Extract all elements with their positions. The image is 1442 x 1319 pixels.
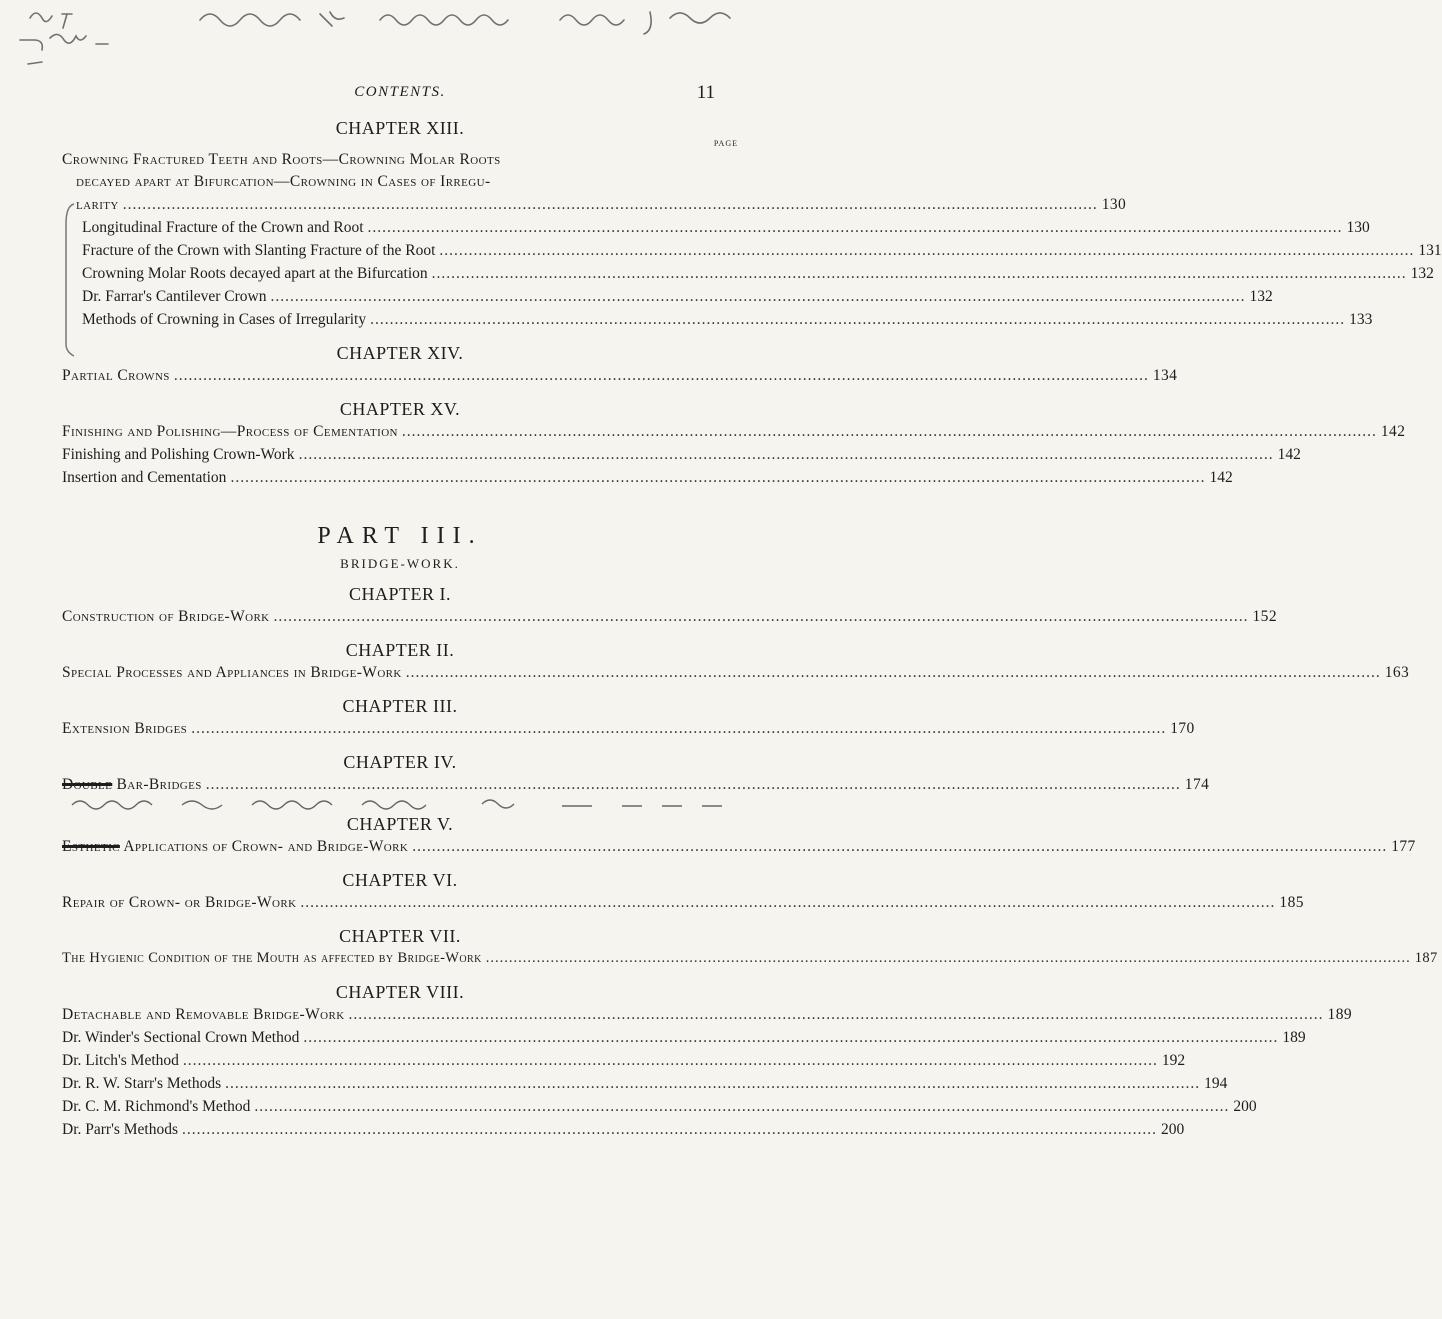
entry-title: Dr. Litch's Method	[62, 1052, 179, 1069]
dot-leader	[432, 262, 1407, 285]
struck-word: Esthetic	[62, 838, 120, 855]
entry-page: 142	[1380, 423, 1406, 440]
dot-leader	[303, 1026, 1278, 1049]
entry-title: Finishing and Polishing Crown-Work	[62, 446, 295, 463]
chapter-heading: CHAPTER XIV.	[336, 343, 464, 363]
table-of-contents	[62, 118, 1442, 1141]
entry-title-text: Bar-Bridges	[116, 776, 202, 793]
dot-leader	[183, 1049, 1158, 1072]
dot-leader	[368, 216, 1343, 239]
entry-page: 130	[1346, 219, 1370, 236]
entry-title: Longitudinal Fracture of the Crown and Root	[82, 219, 364, 236]
bridge-chapter-vi	[62, 870, 1304, 914]
dot-leader	[270, 285, 1245, 308]
entry-title: Dr. Parr's Methods	[62, 1121, 179, 1138]
entry-page: 194	[1204, 1075, 1228, 1092]
chapter-heading: CHAPTER XIII.	[335, 118, 465, 138]
dot-leader	[206, 773, 1181, 796]
entry-title: Dr. Farrar's Cantilever Crown	[82, 288, 267, 305]
toc-sub-entry	[62, 285, 1273, 308]
entry-title: Partial Crowns	[62, 367, 170, 384]
entry-page: 185	[1279, 894, 1304, 911]
entry-title: Detachable and Removable Bridge-Work	[62, 1006, 345, 1023]
page-column-label: PAGE	[713, 139, 738, 148]
bridge-chapter-ii	[62, 640, 1410, 684]
toc-sub-entry	[62, 239, 1442, 262]
dot-leader	[412, 835, 1387, 858]
dot-leader	[370, 308, 1345, 331]
toc-sub-entry	[62, 308, 1373, 331]
entry-title	[62, 773, 202, 796]
toc-entry	[62, 891, 1304, 914]
toc-sub-entry	[62, 1095, 1257, 1118]
entry-line: decayed apart at Bifurcation—Crowning in Cases of Irregu-	[76, 173, 491, 190]
entry-title: Fracture of the Crown with Slanting Fracture of the Root	[82, 242, 436, 259]
toc-entry	[62, 605, 1277, 628]
dot-leader	[182, 1118, 1157, 1141]
bridge-chapter-v	[62, 814, 1416, 858]
entry-title: Repair of Crown- or Bridge-Work	[62, 894, 297, 911]
entry-title: Finishing and Polishing—Process of Cementation	[62, 423, 398, 440]
toc-entry	[62, 420, 1406, 443]
entry-page: 170	[1170, 720, 1195, 737]
entry-title: Dr. C. M. Richmond's Method	[62, 1098, 251, 1115]
toc-entry	[62, 364, 1178, 387]
entry-page: 200	[1161, 1121, 1185, 1138]
chapter-xiv	[62, 343, 1178, 387]
dot-leader	[123, 193, 1098, 216]
toc-entry	[62, 661, 1410, 684]
entry-line: Crowning Fractured Teeth and Roots—Crowning Molar Roots	[62, 151, 501, 168]
chapter-heading: CHAPTER VI.	[342, 870, 458, 890]
toc-entry	[62, 717, 1195, 740]
toc-sub-entry	[62, 466, 1233, 489]
entry-title: Construction of Bridge-Work	[62, 608, 270, 625]
dot-leader	[300, 891, 1275, 914]
dot-leader	[230, 466, 1205, 489]
chapter-heading: CHAPTER II.	[345, 640, 455, 660]
chapter-xiii	[62, 118, 1442, 331]
bridge-chapter-i	[62, 584, 1277, 628]
entry-page: 142	[1277, 446, 1301, 463]
entry-title-text: Applications of Crown- and Bridge-Work	[123, 838, 409, 855]
dot-leader	[486, 947, 1411, 970]
part-subtitle: BRIDGE-WORK.	[340, 556, 460, 571]
toc-sub-entry	[62, 1118, 1185, 1141]
entry-page: 130	[1101, 196, 1127, 213]
chapter-heading: CHAPTER V.	[346, 814, 454, 834]
entry-page: 152	[1252, 608, 1277, 625]
part-iii-header	[62, 523, 738, 572]
entry-page: 131	[1418, 242, 1442, 259]
toc-sub-entry	[62, 1026, 1306, 1049]
dot-leader	[191, 717, 1166, 740]
entry-page: 163	[1384, 664, 1410, 681]
dot-leader	[254, 1095, 1229, 1118]
dot-leader	[402, 420, 1377, 443]
toc-entry	[62, 1003, 1352, 1026]
entry-page: 192	[1161, 1052, 1186, 1069]
bridge-chapter-viii	[62, 982, 1352, 1141]
chapter-heading: CHAPTER VIII.	[335, 982, 465, 1002]
toc-sub-entry	[62, 262, 1434, 285]
entry-title	[62, 835, 408, 858]
entry-page: 189	[1327, 1006, 1352, 1023]
entry-page: 142	[1209, 469, 1233, 486]
entry-title: Crowning Molar Roots decayed apart at the Bifurcation	[82, 265, 428, 282]
bridge-chapter-iii	[62, 696, 1195, 740]
chapter-heading: CHAPTER I.	[348, 584, 451, 604]
dot-leader	[299, 443, 1274, 466]
handwritten-annotation-inline	[62, 796, 738, 814]
toc-entry	[62, 835, 1416, 858]
dot-leader	[439, 239, 1414, 262]
entry-title: Insertion and Cementation	[62, 469, 227, 486]
chapter-heading: CHAPTER IV.	[343, 752, 457, 772]
toc-sub-entry	[62, 216, 1370, 239]
running-title: CONTENTS.	[354, 84, 446, 100]
toc-sub-entry	[62, 1049, 1186, 1072]
entry-title: Special Processes and Appliances in Bridge-Work	[62, 664, 402, 681]
entry-page: 132	[1249, 288, 1273, 305]
dot-leader	[274, 605, 1249, 628]
entry-page: 132	[1410, 265, 1434, 282]
entry-page: 134	[1152, 367, 1178, 384]
handwritten-annotation-top	[0, 0, 800, 70]
entry-page: 187	[1414, 950, 1438, 966]
bridge-chapter-vii	[62, 926, 1438, 970]
chapter-heading: CHAPTER VII.	[339, 926, 461, 946]
dot-leader	[406, 661, 1381, 684]
chapter-heading: CHAPTER III.	[342, 696, 458, 716]
entry-title: Dr. Winder's Sectional Crown Method	[62, 1029, 300, 1046]
entry-page: 189	[1282, 1029, 1306, 1046]
toc-sub-entry	[62, 443, 1301, 466]
entry-title: The Hygienic Condition of the Mouth as affected by Bridge-Work	[62, 950, 482, 966]
bridge-chapter-iv	[62, 752, 1210, 814]
toc-sub-entry	[62, 1072, 1228, 1095]
chapter-main-entry	[62, 149, 1127, 216]
toc-entry	[62, 947, 1438, 970]
struck-word: Double	[62, 776, 113, 793]
entry-page: 177	[1391, 838, 1416, 855]
entry-page: 200	[1233, 1098, 1257, 1115]
entry-title: Extension Bridges	[62, 720, 188, 737]
chapter-xv	[62, 399, 1406, 489]
dot-leader	[225, 1072, 1200, 1095]
dot-leader	[349, 1003, 1324, 1026]
part-title: PART III.	[317, 523, 483, 549]
entry-title: Methods of Crowning in Cases of Irregularity	[82, 311, 367, 328]
entry-page: 133	[1349, 311, 1373, 328]
entry-title: Dr. R. W. Starr's Methods	[62, 1075, 222, 1092]
entry-line-last	[62, 193, 1127, 216]
dot-leader	[174, 364, 1149, 387]
entry-title: larity	[76, 196, 119, 213]
entry-page: 174	[1184, 776, 1210, 793]
page-number: 11	[696, 82, 715, 103]
running-head	[0, 82, 800, 106]
toc-entry	[62, 773, 1210, 796]
chapter-heading: CHAPTER XV.	[339, 399, 461, 419]
